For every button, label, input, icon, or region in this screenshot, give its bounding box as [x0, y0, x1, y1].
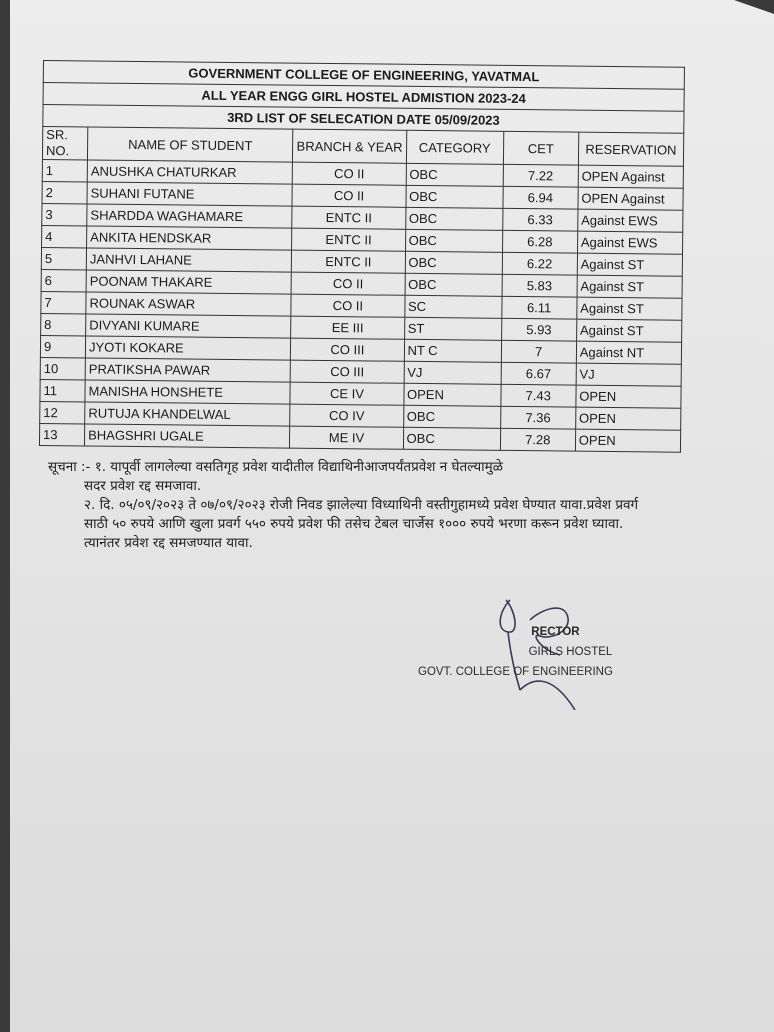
cell-branch: ENTC II [292, 206, 405, 229]
cell-sr: 2 [42, 181, 87, 203]
cell-category: ST [404, 317, 501, 340]
col-branch: BRANCH & YEAR [293, 129, 407, 163]
cell-category: OBC [405, 273, 502, 296]
cell-sr: 6 [41, 269, 86, 291]
cell-cet: 6.94 [503, 186, 578, 209]
cell-branch: CO II [292, 184, 405, 207]
list-title: 3RD LIST OF SELECATION DATE 05/09/2023 [43, 105, 684, 134]
cell-name: PRATIKSHA PAWAR [85, 358, 291, 382]
cell-sr: 13 [39, 423, 84, 445]
cell-sr: 3 [42, 203, 87, 225]
cell-branch: CO II [291, 272, 404, 295]
signature-line-2: GIRLS HOSTEL [528, 646, 613, 658]
cell-sr: 5 [41, 247, 86, 269]
cell-reservation: OPEN [576, 385, 681, 408]
cell-sr: 12 [40, 401, 85, 423]
cell-branch: CO II [293, 162, 406, 185]
cell-name: POONAM THAKARE [86, 270, 292, 294]
table-body [39, 159, 683, 452]
col-sr: SR. NO. [42, 127, 87, 160]
cell-category: OBC [403, 405, 500, 428]
cell-name: SHARDDA WAGHAMARE [87, 204, 293, 228]
cell-category: OBC [406, 163, 503, 186]
admission-table [39, 60, 685, 453]
cell-category: OBC [405, 207, 502, 230]
notice-line-1b: सदर प्रवेश रद्द समजावा. [84, 478, 202, 494]
cell-category: OBC [405, 229, 502, 252]
cell-cet: 6.11 [502, 296, 577, 319]
cell-reservation: Against EWS [577, 231, 682, 254]
cell-cet: 6.33 [502, 208, 577, 231]
cell-cet: 5.83 [502, 274, 577, 297]
cell-category: OBC [403, 427, 500, 450]
col-category: CATEGORY [406, 130, 503, 164]
cell-reservation: VJ [576, 363, 681, 386]
cell-name: ANUSHKA CHATURKAR [87, 160, 293, 184]
cell-name: SUHANI FUTANE [87, 182, 293, 206]
notice-block [48, 458, 648, 553]
signature-title: RECTOR [531, 626, 580, 638]
cell-sr: 10 [40, 357, 85, 379]
cell-cet: 7.43 [501, 384, 576, 407]
cell-branch: CE IV [290, 382, 403, 405]
cell-branch: EE III [291, 316, 404, 339]
cell-name: BHAGSHRI UGALE [85, 424, 291, 448]
cell-reservation: OPEN Against [578, 165, 683, 188]
notice-line-2: २. दि. ०५/०९/२०२३ ते ०७/०९/२०२३ रोजी निवड झालेल्या विध्याथिनी वस्तीगुहामध्ये प्रवेश घेण्यात यावा.प्रवेश प्रवर्ग साठी ५० रुपये आणि खुला प्रवर्ग ५५० रुपये प्रवेश फी तसेच टेबल चार्जेस १००० रुपये भरणा करून प्रवेश घ्यावा. त्यानंतर प्रवेश रद्द समजण्यात यावा. [84, 497, 639, 551]
cell-sr: 4 [42, 225, 87, 247]
col-cet: CET [503, 131, 578, 165]
cell-category: NT C [404, 339, 501, 362]
cell-reservation: Against EWS [578, 209, 683, 232]
college-title: GOVERNMENT COLLEGE OF ENGINEERING, YAVATMAL [43, 61, 684, 90]
cell-branch: CO III [291, 338, 404, 361]
page-corner [734, 0, 774, 14]
cell-sr: 1 [42, 159, 87, 181]
cell-branch: CO II [291, 294, 404, 317]
cell-cet: 7.22 [503, 164, 578, 187]
cell-sr: 7 [41, 291, 86, 313]
admission-subtitle: ALL YEAR ENGG GIRL HOSTEL ADMISTION 2023-24 [43, 83, 684, 112]
cell-name: ANKITA HENDSKAR [87, 226, 293, 250]
notice-line-1: सूचना :- १. यापूर्वी लागलेल्या वसतिगृह प्रवेश यादीतील विद्याथिनीआजपर्यंतप्रवेश न घेतल्यामुळे [48, 459, 504, 475]
col-reservation: RESERVATION [578, 132, 684, 166]
cell-name: JANHVI LAHANE [86, 248, 292, 272]
cell-name: JYOTI KOKARE [85, 336, 291, 360]
cell-branch: ENTC II [292, 228, 405, 251]
col-name: NAME OF STUDENT [88, 127, 294, 162]
cell-category: OBC [406, 185, 503, 208]
cell-cet: 6.22 [502, 252, 577, 275]
cell-reservation: OPEN [575, 429, 680, 452]
cell-cet: 6.67 [501, 362, 576, 385]
cell-reservation: Against ST [576, 319, 681, 342]
cell-category: VJ [404, 361, 501, 384]
cell-name: MANISHA HONSHETE [85, 380, 291, 404]
signature-line-3: GOVT. COLLEGE OF ENGINEERING [418, 666, 613, 678]
cell-name: DIVYANI KUMARE [86, 314, 292, 338]
cell-name: ROUNAK ASWAR [86, 292, 292, 316]
cell-reservation: OPEN Against [578, 187, 683, 210]
cell-branch: CO IV [290, 404, 403, 427]
cell-cet: 7.28 [500, 428, 575, 451]
cell-cet: 7 [501, 340, 576, 363]
cell-reservation: OPEN [575, 407, 680, 430]
cell-sr: 9 [40, 335, 85, 357]
cell-category: SC [404, 295, 501, 318]
cell-name: RUTUJA KHANDELWAL [85, 402, 291, 426]
cell-reservation: Against NT [576, 341, 681, 364]
cell-cet: 7.36 [500, 406, 575, 429]
cell-reservation: Against ST [577, 297, 682, 320]
cell-branch: ME IV [290, 426, 403, 449]
cell-reservation: Against ST [577, 275, 682, 298]
cell-sr: 11 [40, 379, 85, 401]
cell-category: OPEN [403, 383, 500, 406]
cell-branch: ENTC II [292, 250, 405, 273]
cell-cet: 5.93 [501, 318, 576, 341]
cell-cet: 6.28 [502, 230, 577, 253]
cell-branch: CO III [291, 360, 404, 383]
cell-sr: 8 [41, 313, 86, 335]
cell-reservation: Against ST [577, 253, 682, 276]
signature-block [418, 622, 613, 682]
cell-category: OBC [405, 251, 502, 274]
